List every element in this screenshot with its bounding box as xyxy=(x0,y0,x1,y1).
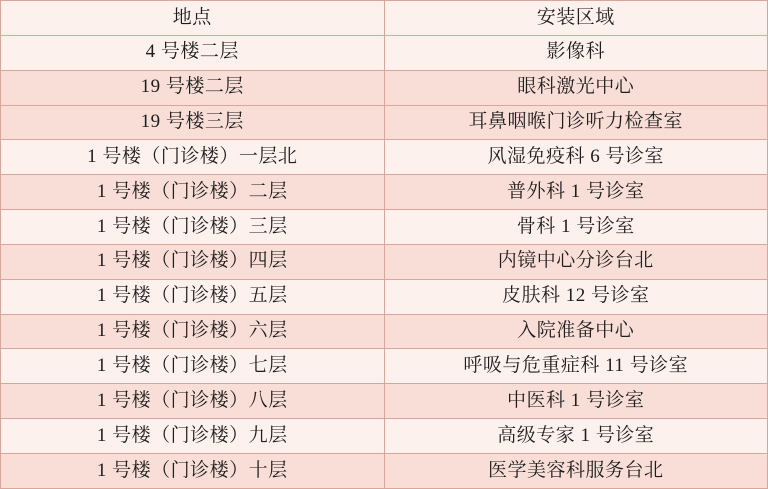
table-row xyxy=(1,105,768,140)
cell-location: 1 号楼（门诊楼）四层 xyxy=(1,244,385,279)
table-row xyxy=(1,70,768,105)
cell-location: 1 号楼（门诊楼）九层 xyxy=(1,419,385,454)
cell-install-area: 中医科 1 号诊室 xyxy=(384,384,768,419)
cell-location: 1 号楼（门诊楼）二层 xyxy=(1,175,385,210)
table-row xyxy=(1,140,768,175)
cell-install-area: 耳鼻咽喉门诊听力检查室 xyxy=(384,105,768,140)
table-row xyxy=(1,244,768,279)
table-row xyxy=(1,419,768,454)
cell-location: 1 号楼（门诊楼）七层 xyxy=(1,349,385,384)
cell-location: 1 号楼（门诊楼）一层北 xyxy=(1,140,385,175)
table-row xyxy=(1,35,768,70)
cell-location: 19 号楼三层 xyxy=(1,105,385,140)
cell-install-area: 医学美容科服务台北 xyxy=(384,453,768,488)
cell-install-area: 高级专家 1 号诊室 xyxy=(384,419,768,454)
table-row xyxy=(1,349,768,384)
cell-install-area: 入院准备中心 xyxy=(384,314,768,349)
cell-location: 4 号楼二层 xyxy=(1,35,385,70)
cell-install-area: 骨科 1 号诊室 xyxy=(384,210,768,245)
table-row xyxy=(1,175,768,210)
table-row xyxy=(1,314,768,349)
cell-install-area: 内镜中心分诊台北 xyxy=(384,244,768,279)
table-row xyxy=(1,210,768,245)
cell-location: 1 号楼（门诊楼）五层 xyxy=(1,279,385,314)
cell-install-area: 皮肤科 12 号诊室 xyxy=(384,279,768,314)
cell-install-area: 眼科激光中心 xyxy=(384,70,768,105)
cell-install-area: 普外科 1 号诊室 xyxy=(384,175,768,210)
table-row xyxy=(1,384,768,419)
cell-location: 1 号楼（门诊楼）八层 xyxy=(1,384,385,419)
table-row xyxy=(1,453,768,488)
table-body xyxy=(1,1,768,489)
cell-install-area: 风湿免疫科 6 号诊室 xyxy=(384,140,768,175)
cell-install-area: 呼吸与危重症科 11 号诊室 xyxy=(384,349,768,384)
cell-location: 1 号楼（门诊楼）三层 xyxy=(1,210,385,245)
cell-install-area: 影像科 xyxy=(384,35,768,70)
table-header-row xyxy=(1,1,768,36)
cell-location: 1 号楼（门诊楼）十层 xyxy=(1,453,385,488)
column-header-location: 地点 xyxy=(1,1,385,36)
column-header-install-area: 安装区域 xyxy=(384,1,768,36)
cell-location: 19 号楼二层 xyxy=(1,70,385,105)
table-row xyxy=(1,279,768,314)
cell-location: 1 号楼（门诊楼）六层 xyxy=(1,314,385,349)
